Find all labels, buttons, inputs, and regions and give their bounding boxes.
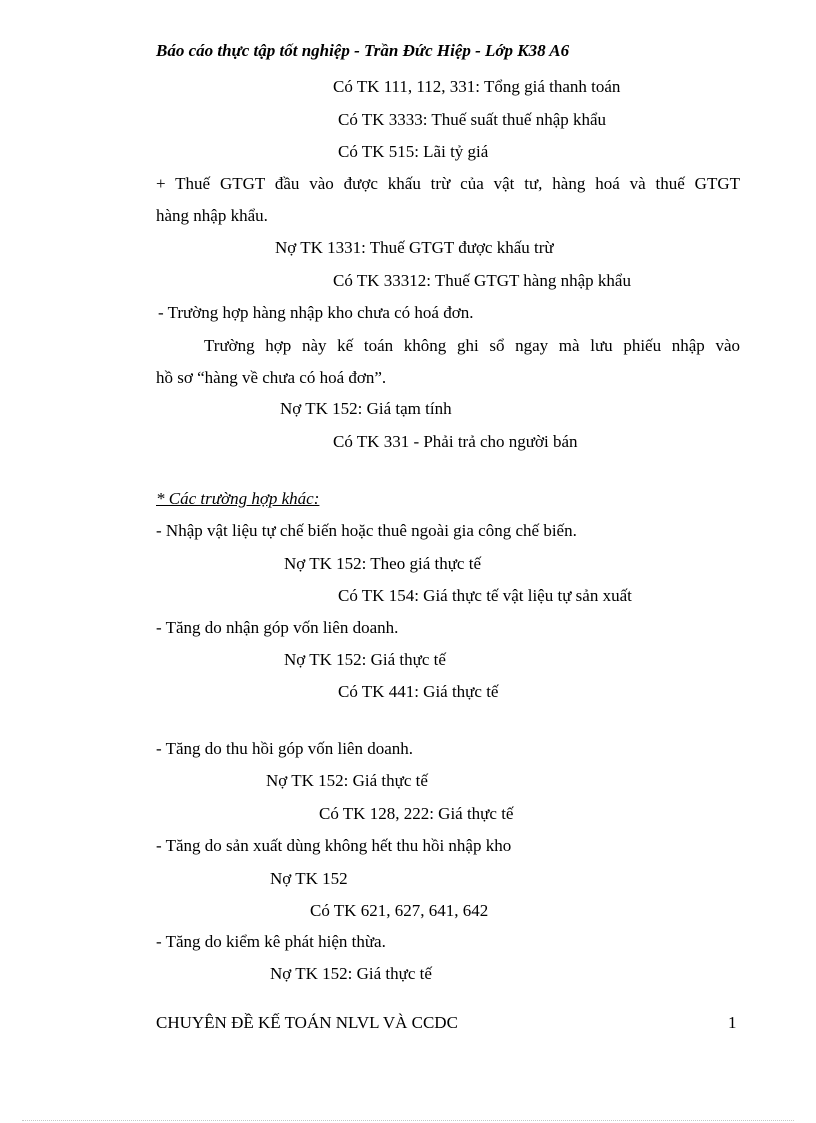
entry-line: Nợ TK 152: Giá thực tế: [266, 771, 428, 790]
paragraph-line: Trường hợp này kế toán không ghi sổ ngay mà lưu phiếu nhập vào: [204, 336, 740, 355]
paragraph-line: - Tăng do sản xuất dùng không hết thu hồi nhập kho: [156, 836, 512, 855]
paragraph-line: - Nhập vật liệu tự chế biến hoặc thuê ngoài gia công chế biến.: [156, 521, 577, 540]
paragraph-line: - Tăng do nhận góp vốn liên doanh.: [156, 618, 399, 637]
entry-line: Có TK 154: Giá thực tế vật liệu tự sản xuất: [338, 586, 632, 605]
paragraph-line: - Trường hợp hàng nhập kho chưa có hoá đơn.: [158, 303, 474, 322]
page-number: 1: [728, 1013, 737, 1032]
footer-title: CHUYÊN ĐỀ KẾ TOÁN NLVL VÀ CCDC: [156, 1013, 458, 1032]
paragraph-line: - Tăng do kiểm kê phát hiện thừa.: [156, 932, 386, 951]
entry-line: Có TK 441: Giá thực tế: [338, 682, 499, 701]
entry-line: Nợ TK 152: Theo giá thực tế: [284, 554, 481, 573]
running-header: Báo cáo thực tập tốt nghiệp - Trần Đức Hiệp - Lớp K38 A6: [156, 41, 570, 60]
paragraph-line: + Thuế GTGT đầu vào được khấu trừ của vật tư, hàng hoá và thuế GTGT: [156, 174, 740, 193]
entry-line: Nợ TK 152: Giá tạm tính: [280, 399, 452, 418]
entry-line: Có TK 331 - Phải trả cho người bán: [333, 432, 578, 451]
entry-line: Có TK 128, 222: Giá thực tế: [319, 804, 514, 823]
entry-line: Nợ TK 1331: Thuế GTGT được khấu trừ: [275, 238, 554, 257]
entry-line: Nợ TK 152: [270, 869, 348, 888]
paragraph-line: hồ sơ “hàng về chưa có hoá đơn”.: [156, 368, 387, 387]
entry-line: Có TK 621, 627, 641, 642: [310, 901, 489, 920]
entry-line: Nợ TK 152: Giá thực tế: [270, 964, 432, 983]
section-heading: * Các trường hợp khác:: [156, 489, 320, 508]
page-bottom-divider: [22, 1120, 794, 1121]
entry-line: Có TK 111, 112, 331: Tổng giá thanh toán: [333, 77, 621, 96]
entry-line: Có TK 515: Lãi tỷ giá: [338, 142, 489, 161]
entry-line: Nợ TK 152: Giá thực tế: [284, 650, 446, 669]
entry-line: Có TK 3333: Thuế suất thuế nhập khẩu: [338, 110, 607, 129]
paragraph-line: hàng nhập khẩu.: [156, 206, 268, 225]
paragraph-line: - Tăng do thu hồi góp vốn liên doanh.: [156, 739, 414, 758]
entry-line: Có TK 33312: Thuế GTGT hàng nhập khẩu: [333, 271, 631, 290]
